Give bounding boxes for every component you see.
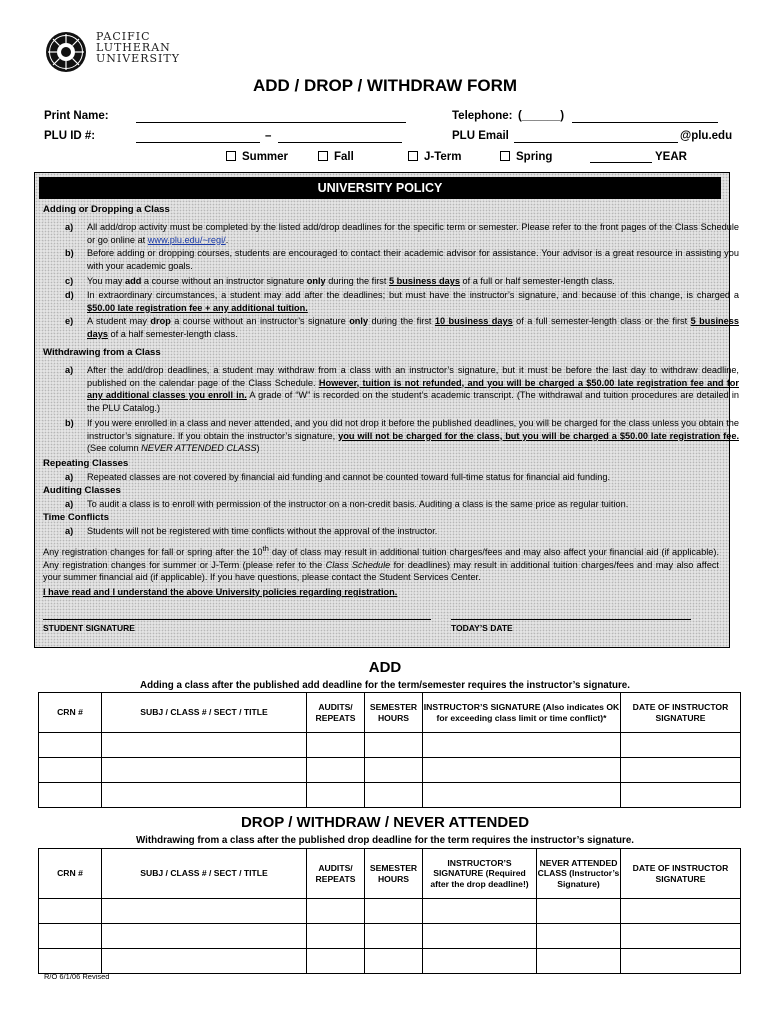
table-cell[interactable] xyxy=(39,924,102,949)
table-cell[interactable] xyxy=(102,899,307,924)
table-cell[interactable] xyxy=(365,924,423,949)
column-header: AUDITS/ REPEATS xyxy=(307,849,365,899)
policy-heading: UNIVERSITY POLICY xyxy=(39,177,721,199)
table-cell[interactable] xyxy=(621,949,741,974)
checkbox-icon xyxy=(318,151,328,161)
plu-logo xyxy=(44,30,180,74)
add-section-subtitle: Adding a class after the published add deadline for the term/semester requires the instructor’s signature. xyxy=(140,680,630,691)
term-checkbox-jterm[interactable]: J-Term xyxy=(408,151,462,163)
table-row xyxy=(39,899,741,924)
checkbox-icon xyxy=(500,151,510,161)
table-cell[interactable] xyxy=(365,899,423,924)
adding-heading: Adding or Dropping a Class xyxy=(43,204,170,215)
table-cell[interactable] xyxy=(307,924,365,949)
table-row xyxy=(39,924,741,949)
plu-email-field[interactable] xyxy=(514,142,678,143)
plu-id-dash: – xyxy=(265,130,272,142)
checkbox-icon xyxy=(408,151,418,161)
table-cell[interactable] xyxy=(423,783,621,808)
table-cell[interactable] xyxy=(537,924,621,949)
table-cell[interactable] xyxy=(621,924,741,949)
column-header: SEMESTER HOURS xyxy=(365,849,423,899)
plu-id-field-part2[interactable] xyxy=(278,142,402,143)
drop-section-title: DROP / WITHDRAW / NEVER ATTENDED xyxy=(240,814,530,831)
student-signature-field[interactable] xyxy=(43,619,431,620)
acknowledge-statement: I have read and I understand the above University policies regarding registration. xyxy=(43,587,398,597)
table-cell[interactable] xyxy=(39,733,102,758)
checkbox-icon xyxy=(226,151,236,161)
table-cell[interactable] xyxy=(537,949,621,974)
column-header: SUBJ / CLASS # / SECT / TITLE xyxy=(102,849,307,899)
table-row xyxy=(39,733,741,758)
column-header: INSTRUCTOR’S SIGNATURE (Also indicates OK for exceeding class limit or time conflict)* xyxy=(423,693,621,733)
table-cell[interactable] xyxy=(365,733,423,758)
todays-date-label: TODAY’S DATE xyxy=(451,623,513,633)
plu-email-label: PLU Email xyxy=(452,130,509,142)
term-checkbox-spring[interactable]: Spring xyxy=(500,151,552,163)
table-row xyxy=(39,783,741,808)
add-table-header xyxy=(39,693,741,733)
plu-id-label: PLU ID #: xyxy=(44,130,96,142)
table-cell[interactable] xyxy=(307,733,365,758)
repeating-heading: Repeating Classes xyxy=(43,458,129,469)
table-cell[interactable] xyxy=(102,949,307,974)
logo-wordmark: PACIFIC LUTHERAN UNIVERSITY xyxy=(96,30,180,65)
table-cell[interactable] xyxy=(307,949,365,974)
todays-date-field[interactable] xyxy=(451,619,691,620)
table-cell[interactable] xyxy=(537,899,621,924)
telephone-label: Telephone: xyxy=(452,110,513,122)
table-cell[interactable] xyxy=(39,758,102,783)
conflicts-heading: Time Conflicts xyxy=(43,512,109,523)
table-cell[interactable] xyxy=(102,758,307,783)
table-cell[interactable] xyxy=(621,783,741,808)
table-cell[interactable] xyxy=(39,899,102,924)
withdrawing-heading: Withdrawing from a Class xyxy=(43,347,161,358)
column-header: DATE OF INSTRUCTOR SIGNATURE xyxy=(621,849,741,899)
term-checkbox-summer[interactable]: Summer xyxy=(226,151,288,163)
table-row xyxy=(39,949,741,974)
column-header: SEMESTER HOURS xyxy=(365,693,423,733)
print-name-field[interactable] xyxy=(136,122,406,123)
table-cell[interactable] xyxy=(39,949,102,974)
table-cell[interactable] xyxy=(102,783,307,808)
term-checkbox-fall[interactable]: Fall xyxy=(318,151,354,163)
drop-section-subtitle: Withdrawing from a class after the published drop deadline for the term requires the instructor’s signature. xyxy=(135,835,634,846)
email-domain: @plu.edu xyxy=(680,130,733,142)
column-header: AUDITS/ REPEATS xyxy=(307,693,365,733)
student-signature-label: STUDENT SIGNATURE xyxy=(43,623,135,633)
table-cell[interactable] xyxy=(423,949,537,974)
table-cell[interactable] xyxy=(423,733,621,758)
telephone-field[interactable] xyxy=(572,122,718,123)
table-cell[interactable] xyxy=(102,924,307,949)
revision-note: R/O 6/1/06 Revised xyxy=(44,972,110,981)
table-row xyxy=(39,758,741,783)
drop-table xyxy=(38,848,741,974)
table-cell[interactable] xyxy=(307,899,365,924)
table-cell[interactable] xyxy=(365,783,423,808)
year-field[interactable] xyxy=(590,162,652,163)
plu-seal-icon xyxy=(44,30,88,74)
plu-id-field-part1[interactable] xyxy=(136,142,260,143)
year-label: YEAR xyxy=(655,151,687,163)
print-name-label: Print Name: xyxy=(44,110,109,122)
table-cell[interactable] xyxy=(621,733,741,758)
column-header: SUBJ / CLASS # / SECT / TITLE xyxy=(102,693,307,733)
add-table xyxy=(38,692,741,808)
table-cell[interactable] xyxy=(39,783,102,808)
table-cell[interactable] xyxy=(423,899,537,924)
university-policy-box: UNIVERSITY POLICY Adding or Dropping a Class a) All add/drop activity must be completed by the listed add/drop deadlines for the specific term or semester. Please refer to the front pages of the Class Schedule or go online at www.plu.edu/~regi/. b) Before adding or dropping courses, students are encouraged to contact their academic advisor for assistance. Your advisor is a great resource in assisting you with your academic goals. c) You may add a course without an instructor signature only during the first 5 business days of a full or half semester-length class. d) In extraordinary circumstances, a student may add after the deadlines; but must have the instructor’s signature, and because of this change, is charged a $50.00 late registration fee + any additional tuition. e) A student may drop a course without an instructor’s signature only during the first 10 business days of a full semester-length class or the first 5 business days of a half semester-length class. Withdrawing from a Class a) After the add/drop deadlines, a student may withdraw from a class with an instructor’s signature, but it must be before the last day to withdraw deadline, published on the calendar page of the Class Schedule. However, tuition is not refunded, and you will be charged a $50.00 late registration fee and for any additional classes you enroll in. A grade of “W” is recorded on the student’s academic transcript. (The withdrawal and tuition procedures are detailed in the PLU Catalog.) b) If you were enrolled in a class and never attended, and you did not drop it before the published deadlines, you will be charged for the class unless you obtain the instructor’s signature. If you obtain the instructor’s signature, you will not be charged for the class, but you will be charged a $50.00 late registration fee. (See column NEVER ATTENDED CLASS) Repeating Classes a) Repeated classes are not covered by financial aid funding and cannot be counted toward full-time status for financial aid funding. Auditing Classes a) To audit a class is to enroll with permission of the instructor on a non-credit basis. Auditing a class is the same price as regular tuition. Time Conflicts a) Students will not be registered with time conflicts without the approval of the instructor. Any registration changes for fall or spring after the 10th day of class may result in additional tuition charges/fees and may also affect your financial aid (if applicable). Any registration changes for summer or J-Term (please refer to the Class Schedule for deadlines) may result in additional tuition charges/fees and may also affect your summer financial aid (if applicable). If you have questions, please contact the Student Services Center. I have read and I understand the above University policies regarding registration. STUDENT SIGNATURE TODAY’S DATE xyxy=(34,172,730,648)
table-cell[interactable] xyxy=(365,758,423,783)
column-header: NEVER ATTENDED CLASS (Instructor’s Signature) xyxy=(537,849,621,899)
table-cell[interactable] xyxy=(423,924,537,949)
column-header: CRN # xyxy=(39,693,102,733)
table-cell[interactable] xyxy=(621,758,741,783)
column-header: INSTRUCTOR’S SIGNATURE (Required after the drop deadline!) xyxy=(423,849,537,899)
table-cell[interactable] xyxy=(102,733,307,758)
registration-changes-note: Any registration changes for fall or spring after the 10th day of class may result in additional tuition charges/fees and may also affect your financial aid (if applicable). Any registration changes for summer or J-Term (please refer to the Class Schedule for deadlines) may result in additional tuition charges/fees and may also affect your summer financial aid (if applicable). If you have questions, please contact the Student Services Center. xyxy=(43,544,719,583)
add-section-title: ADD xyxy=(368,659,402,676)
table-cell[interactable] xyxy=(307,758,365,783)
auditing-heading: Auditing Classes xyxy=(43,485,121,496)
table-cell[interactable] xyxy=(307,783,365,808)
table-cell[interactable] xyxy=(423,758,621,783)
table-cell[interactable] xyxy=(621,899,741,924)
drop-table-header xyxy=(39,849,741,899)
column-header: DATE OF INSTRUCTOR SIGNATURE xyxy=(621,693,741,733)
column-header: CRN # xyxy=(39,849,102,899)
telephone-area-code[interactable]: (______) xyxy=(518,110,565,122)
form-title: ADD / DROP / WITHDRAW FORM xyxy=(252,76,518,95)
table-cell[interactable] xyxy=(365,949,423,974)
